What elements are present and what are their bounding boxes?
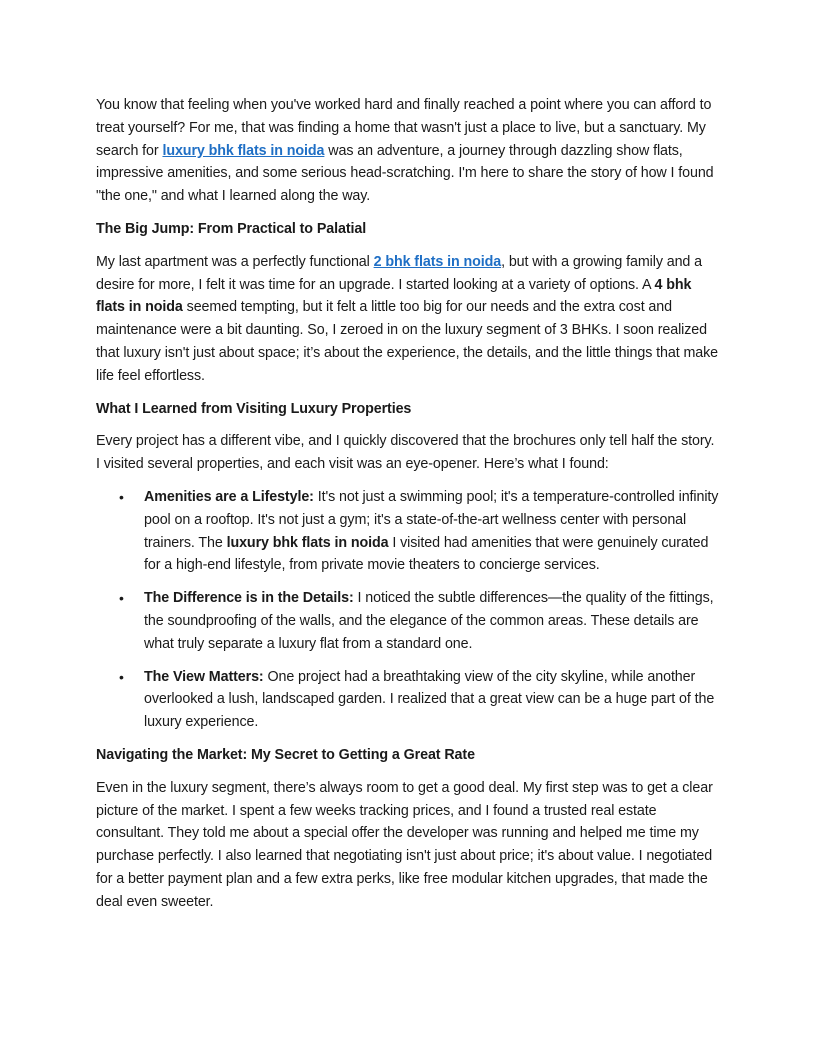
section1-text-2: , but with a growing family and a desire for more, I felt it was time for an upgrade. I started looking at a variety of options. A — [96, 253, 703, 293]
section1-text-3: seemed tempting, but it felt a little too big for our needs and the extra cost and maintenance were a bit daunting. So, I zeroed in on the luxury segment of 3 BHKs. I soon realized that luxury isn't just about space; it’s about the experience, the details, and the little things that make life feel effortless. — [96, 299, 719, 384]
list-item — [119, 587, 720, 655]
section-heading-visiting: What I Learned from Visiting Luxury Properties — [96, 400, 412, 417]
bullet-icon: • — [119, 668, 124, 685]
section3-paragraph: Even in the luxury segment, there’s always room to get a good deal. My first step was to get a clear picture of the market. I spent a few weeks tracking prices, and I found a trusted real estate consultant. They told me about a special offer the developer was running and helped me time my purchase perfectly. I also learned that negotiating isn't just about price; it's about value. I negotiated for a better payment plan and a few extra perks, like free modular kitchen upgrades, that made the deal even sweeter. — [96, 779, 713, 910]
list-item-label: Amenities are a Lifestyle: — [144, 488, 314, 505]
intro-text: You know that feeling when you've worked hard and finally reached a point where you can afford to treat yourself? For me, that was finding a home that wasn't just a place to live, but a sanctuary. My search for — [96, 97, 712, 159]
section-heading-big-jump: The Big Jump: From Practical to Palatial — [96, 220, 367, 237]
list-item-bold-phrase: luxury bhk flats in noida — [226, 534, 389, 551]
section-heading-navigating: Navigating the Market: My Secret to Getting a Great Rate — [96, 746, 475, 763]
section1-bold-phrase: 4 bhk flats in noida — [96, 276, 692, 316]
list-item — [119, 486, 720, 577]
list-item-label: The View Matters: — [144, 668, 264, 685]
list-item — [119, 666, 720, 734]
section1-text: My last apartment was a perfectly functional — [96, 253, 374, 270]
findings-list — [96, 486, 720, 734]
section1-paragraph — [96, 251, 720, 388]
list-item-text: I noticed the subtle differences—the quality of the fittings, the soundproofing of the walls, and the elegance of the common areas. These details are what truly separate a luxury flat from a standard one. — [144, 590, 714, 652]
2-bhk-flats-link[interactable]: 2 bhk flats in noida — [373, 253, 502, 270]
section2-intro-paragraph: Every project has a different vibe, and I quickly discovered that the brochures only tell half the story. I visited several properties, and each visit was an eye-opener. Here’s what I found: — [96, 433, 715, 473]
list-item-label: The Difference is in the Details: — [144, 590, 354, 607]
intro-paragraph — [96, 94, 720, 208]
bullet-icon: • — [119, 488, 124, 505]
intro-text-continued: was an adventure, a journey through dazzling show flats, impressive amenities, and some serious head-scratching. I'm here to share the story of how I found "the one," and what I learned along the way. — [96, 142, 714, 205]
luxury-bhk-flats-link[interactable]: luxury bhk flats in noida — [162, 142, 325, 159]
list-item-text-continued: I visited had amenities that were genuinely curated for a high-end lifestyle, from private movie theaters to concierge services. — [144, 534, 709, 574]
list-item-text: One project had a breathtaking view of the city skyline, while another overlooked a lush, landscaped garden. I realized that a great view can be a huge part of the luxury experience. — [144, 668, 715, 731]
list-item-text: It's not just a swimming pool; it's a temperature-controlled infinity pool on a rooftop. It's not just a gym; it's a state-of-the-art wellness center with personal trainers. The — [144, 488, 719, 551]
bullet-icon: • — [119, 590, 124, 607]
